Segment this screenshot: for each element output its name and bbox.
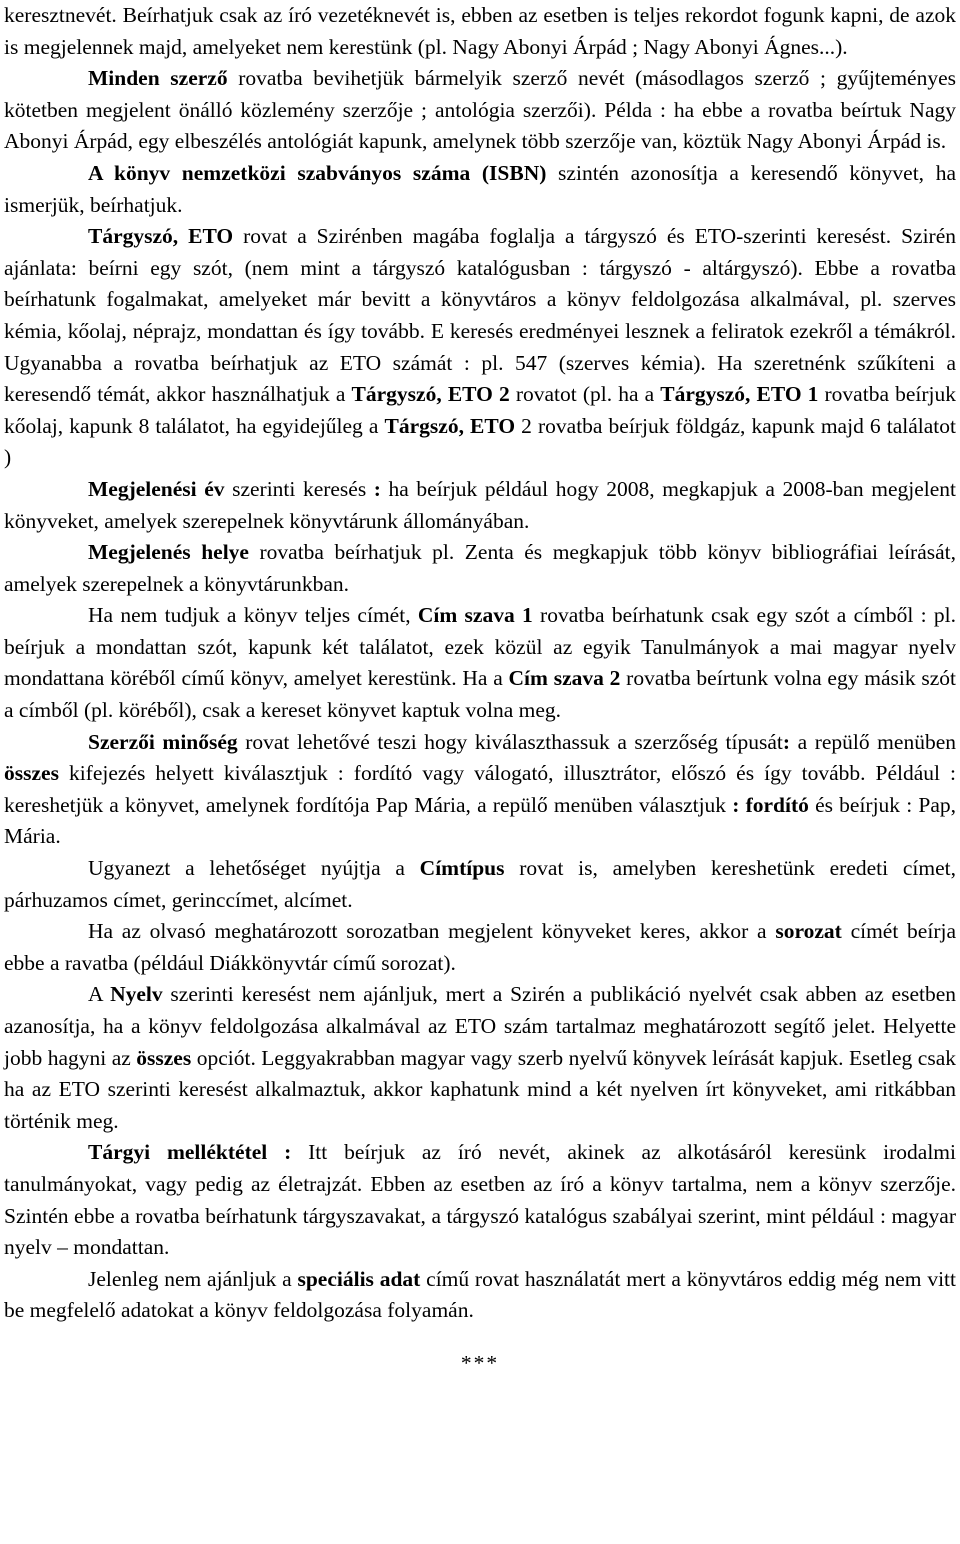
paragraph-7 (4, 600, 956, 726)
bold-term: A könyv nemzetközi szabványos száma (ISBN) (88, 160, 547, 185)
text-run: és beírjuk : Pap, Mária. (4, 792, 957, 849)
bold-term: összes (136, 1045, 192, 1070)
bold-term: fordító (745, 792, 809, 817)
bold-term: Címtípus (419, 856, 505, 881)
bold-term: Cím szava 2 (508, 666, 621, 691)
paragraph-12 (4, 1137, 956, 1263)
text-run: szerinti keresést nem ajánljuk, mert a Szirén a publikáció nyelvét csak abben az esetben azanosítja, ha a könyv feldolgozása alkalmával az ETO szám tartalmaz meghatározott segítő jelet. Helyette jobb hagyni az (4, 982, 957, 1070)
text-run: rovat is, amelyben kereshetünk eredeti címet, párhuzamos címet, gerinccímet, alcímet. (4, 856, 956, 912)
text-run: szerinti keresés (224, 476, 374, 501)
text-run: keresztnevét. Beírhatjuk csak az író vezetéknevét is, ebben az esetben is teljes rekordot fogunk kapni, de azok is megjelennek majd, amelyeket nem kerestünk (pl. Nagy Abonyi Árpád ; Nagy Abonyi Ágnes...). (4, 3, 956, 59)
text-run: rovatba beírhatunk csak egy szót a címből : pl. beírjuk a mondattan szót, kapunk két találatot, ezek közül az egyik Tanulmányok a mai magyar nyelv mondattana köréből című könyv, amelyet kerestünk. Ha a (4, 603, 956, 691)
text-run: címét beírja ebbe a ravatba (például Diákkönyvtár című sorozat). (4, 919, 957, 975)
text-run: rovatot (pl. ha a (509, 382, 661, 407)
text-run: ha beírjuk például hogy 2008, megkapjuk a 2008-ban megjelent könyveket, amelyek szerepelnek könyvtárunk állományában. (4, 476, 957, 533)
paragraph-4 (4, 221, 956, 474)
paragraph-13 (4, 1264, 956, 1327)
bold-term: Megjelenés helye (88, 540, 249, 565)
text-run: a repülő menüben (790, 729, 956, 754)
bold-term: Megjelenési év (88, 476, 225, 501)
text-run: 2 rovatba beírjuk földgáz, kapunk majd 6 találatot ) (4, 413, 956, 470)
text-run: szintén azonosítja a keresendő könyvet, ha ismerjük, beírhatjuk. (4, 160, 956, 217)
document-body (4, 0, 956, 1327)
paragraph-2 (4, 63, 956, 158)
text-run: Ugyanezt a lehetőséget nyújtja a (88, 856, 420, 881)
bold-term: Tárgyi melléktétel : (88, 1140, 292, 1165)
paragraph-5 (4, 474, 956, 537)
bold-term: Tárgyszó, ETO (88, 224, 234, 249)
text-run: Ha az olvasó meghatározott sorozatban megjelent könyveket keres, akkor a (88, 919, 776, 944)
text-run: kifejezés helyett kiválasztjuk : fordító vagy válogató, illusztrátor, előszó és így tovább. Például : kereshetjük a könyvet, amelynek fordítója Pap Mária, a repülő menüben választjuk (4, 761, 956, 817)
bold-term: Cím szava 1 (417, 603, 533, 628)
text-run: rovat a Szirénben magába foglalja a tárgyszó és ETO-szerinti keresést. Szirén ajánlata: beírni egy szót, (nem mint a tárgyszó katalógusban : tárgyszó - altárgyszó). Ebbe a rovatba beírhatunk fogalmakat, amelyeket már bevitt a könyvtáros a könyv feldolgozása alkalmával, pl. szerves kémia, kőolaj, néprajz, mondattan és így tovább. E keresés eredményei lesznek a feliratok ezekről a témákról. Ugyanabba a rovatba beírhatjuk az ETO számát : pl. 547 (szerves kémia). Ha szeretnénk szűkíteni a keresendő témát, akkor használhatjuk a (4, 224, 957, 407)
bold-term: Nyelv (110, 982, 163, 1007)
bold-term: Minden szerző (88, 66, 228, 91)
paragraph-1 (4, 0, 956, 63)
bold-term: Tárgyszó, ETO 2 (351, 382, 510, 407)
paragraph-11 (4, 979, 956, 1137)
text-run: opciót. Leggyakrabban magyar vagy szerb nyelvű könyvek leírását kapjuk. Esetleg csak ha az ETO szerinti keresést alkalmaztuk, akkor kaphatunk mind a két nyelven írt könyveket, ami ritkábban történik meg. (4, 1045, 956, 1133)
section-separator: *** (460, 1350, 500, 1375)
text-run: Itt beírjuk az író nevét, akinek az alkotásáról keresünk irodalmi tanulmányokat, vagy pedig az életrajzát. Ebben az esetben az író a könyv tartalma, nem a könyv szerzője. Szintén ebbe a rovatba beírhatunk tárgyszavakat, a tárgyszó katalógus szabályai szerint, mint például : magyar nyelv – mondattan. (4, 1140, 956, 1260)
paragraph-10 (4, 916, 956, 979)
bold-term: Szerzői minőség (88, 729, 238, 754)
bold-term: : (782, 729, 791, 754)
text-run: című rovat használatát mert a könyvtáros eddig még nem vitt be megfelelő adatokat a könyv feldolgozása folyamán. (4, 1266, 956, 1323)
bold-term: sorozat (775, 919, 842, 944)
bold-term: speciális adat (297, 1266, 421, 1291)
bold-term: összes (4, 761, 59, 786)
text-run: rovatba bevihetjük bármelyik szerző nevét (másodlagos szerző ; gyűjteményes kötetben megjelent önálló közlemény szerzője ; antológia szerzői). Példa : ha ebbe a rovatba beírtuk Nagy Abonyi Árpád, egy elbeszélés antológiát kapunk, amelynek több szerzője van, köztük Nagy Abonyi Árpád is. (4, 66, 956, 154)
text-run: A (88, 982, 111, 1007)
bold-term: Tárgszó, ETO (384, 413, 516, 438)
text-run: Ha nem tudjuk a könyv teljes címét, (88, 603, 418, 628)
text-run: rovat lehetővé teszi hogy kiválaszthassuk a szerzőség típusát (237, 729, 783, 754)
bold-term: : (373, 476, 381, 501)
text-run: rovatba beírtunk volna egy másik szót a címből (pl. köréből), csak a kereset könyvet kaptuk volna meg. (4, 666, 956, 723)
bold-term: Tárgyszó, ETO 1 (660, 382, 819, 407)
paragraph-6 (4, 537, 956, 600)
text-run: Jelenleg nem ajánljuk a (88, 1266, 298, 1291)
paragraph-8 (4, 727, 956, 853)
text-run: rovatba beírjuk kőolaj, kapunk 8 találatot, ha egyidejűleg a (4, 382, 956, 438)
paragraph-3 (4, 158, 956, 221)
bold-term: : (732, 792, 740, 817)
paragraph-9 (4, 853, 956, 916)
text-run: rovatba beírhatjuk pl. Zenta és megkapjuk több könyv bibliográfiai leírását, amelyek szerepelnek a könyvtárunkban. (4, 540, 957, 596)
